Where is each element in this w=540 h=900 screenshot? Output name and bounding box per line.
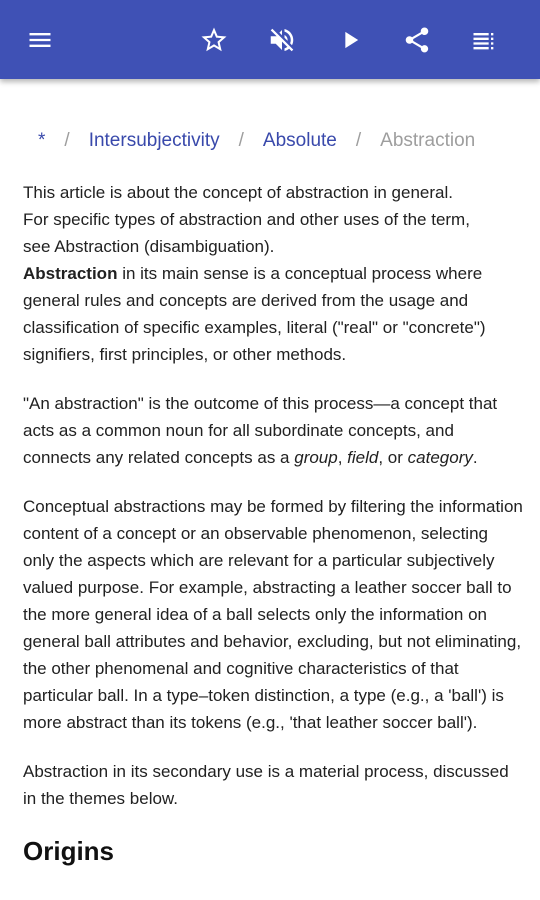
paragraph-3: Conceptual abstractions may be formed by filtering the information content of a concept or an observable phenomenon, selecting only the aspects which are relevant for a particular subjectively valued purpose. For example, abstracting a leather soccer ball to the more general idea of a ball selects only the information on general ball attributes and behavior, excluding, but not eliminating, the other phenomenal and cognitive characteristics of that particular ball. In a type–token distinction, a type (e.g., a 'ball') is more abstract than its tokens (e.g., 'that leather soccer ball'). [23,497,523,732]
paragraph-text: in its main sense is a conceptual process where general rules and concepts are derived from the usage and classification of specific examples, literal ("real" or "concrete") signifiers, first principles, or other methods. [23,264,486,364]
hatnote [23,179,523,260]
breadcrumb-current: Abstraction [380,130,476,151]
share-button[interactable] [396,19,438,61]
article-body [23,179,523,868]
paragraph-4: Abstraction in its secondary use is a material process, discussed in the themes below. [23,762,509,808]
italic-term-field: field [347,448,379,467]
share-icon [402,25,432,55]
breadcrumb-item-absolute[interactable]: Absolute [262,130,337,151]
hatnote-line: This article is about the concept of abstraction in general. [23,183,453,202]
menu-icon [26,26,54,54]
volume-off-icon [267,25,297,55]
breadcrumb [38,127,475,155]
paragraph-text: . [472,448,478,467]
mute-button[interactable] [261,19,303,61]
hatnote-line: see Abstraction (disambiguation). [23,237,275,256]
breadcrumb-separator: / [355,130,362,151]
hatnote-line: For specific types of abstraction and other uses of the term, [23,210,470,229]
paragraph-text: , [337,448,348,467]
paragraph-2 [23,390,523,471]
table-of-contents-icon [470,26,498,54]
italic-term-group: group [294,448,338,467]
app-bar [0,0,540,79]
star-outline-icon [199,25,229,55]
article-term: Abstraction [23,264,118,283]
breadcrumb-separator: / [64,130,70,151]
play-button[interactable] [329,19,371,61]
section-heading-origins: Origins [23,836,115,866]
italic-term-category: category [407,448,473,467]
menu-button[interactable] [19,19,61,61]
play-icon [336,26,364,54]
table-of-contents-button[interactable] [463,19,505,61]
paragraph-text: "An abstraction" is the outcome of this process—a concept that acts as a common noun for all subordinate concepts, and connects any related concepts as a [23,394,498,467]
breadcrumb-item-intersubjectivity[interactable]: Intersubjectivity [88,130,220,151]
favorite-button[interactable] [193,19,235,61]
breadcrumb-separator: / [238,130,244,151]
paragraph-text: , or [378,448,408,467]
paragraph-1 [23,260,523,368]
article-scroll-area[interactable] [0,79,540,900]
breadcrumb-home-link[interactable]: * [38,130,46,151]
